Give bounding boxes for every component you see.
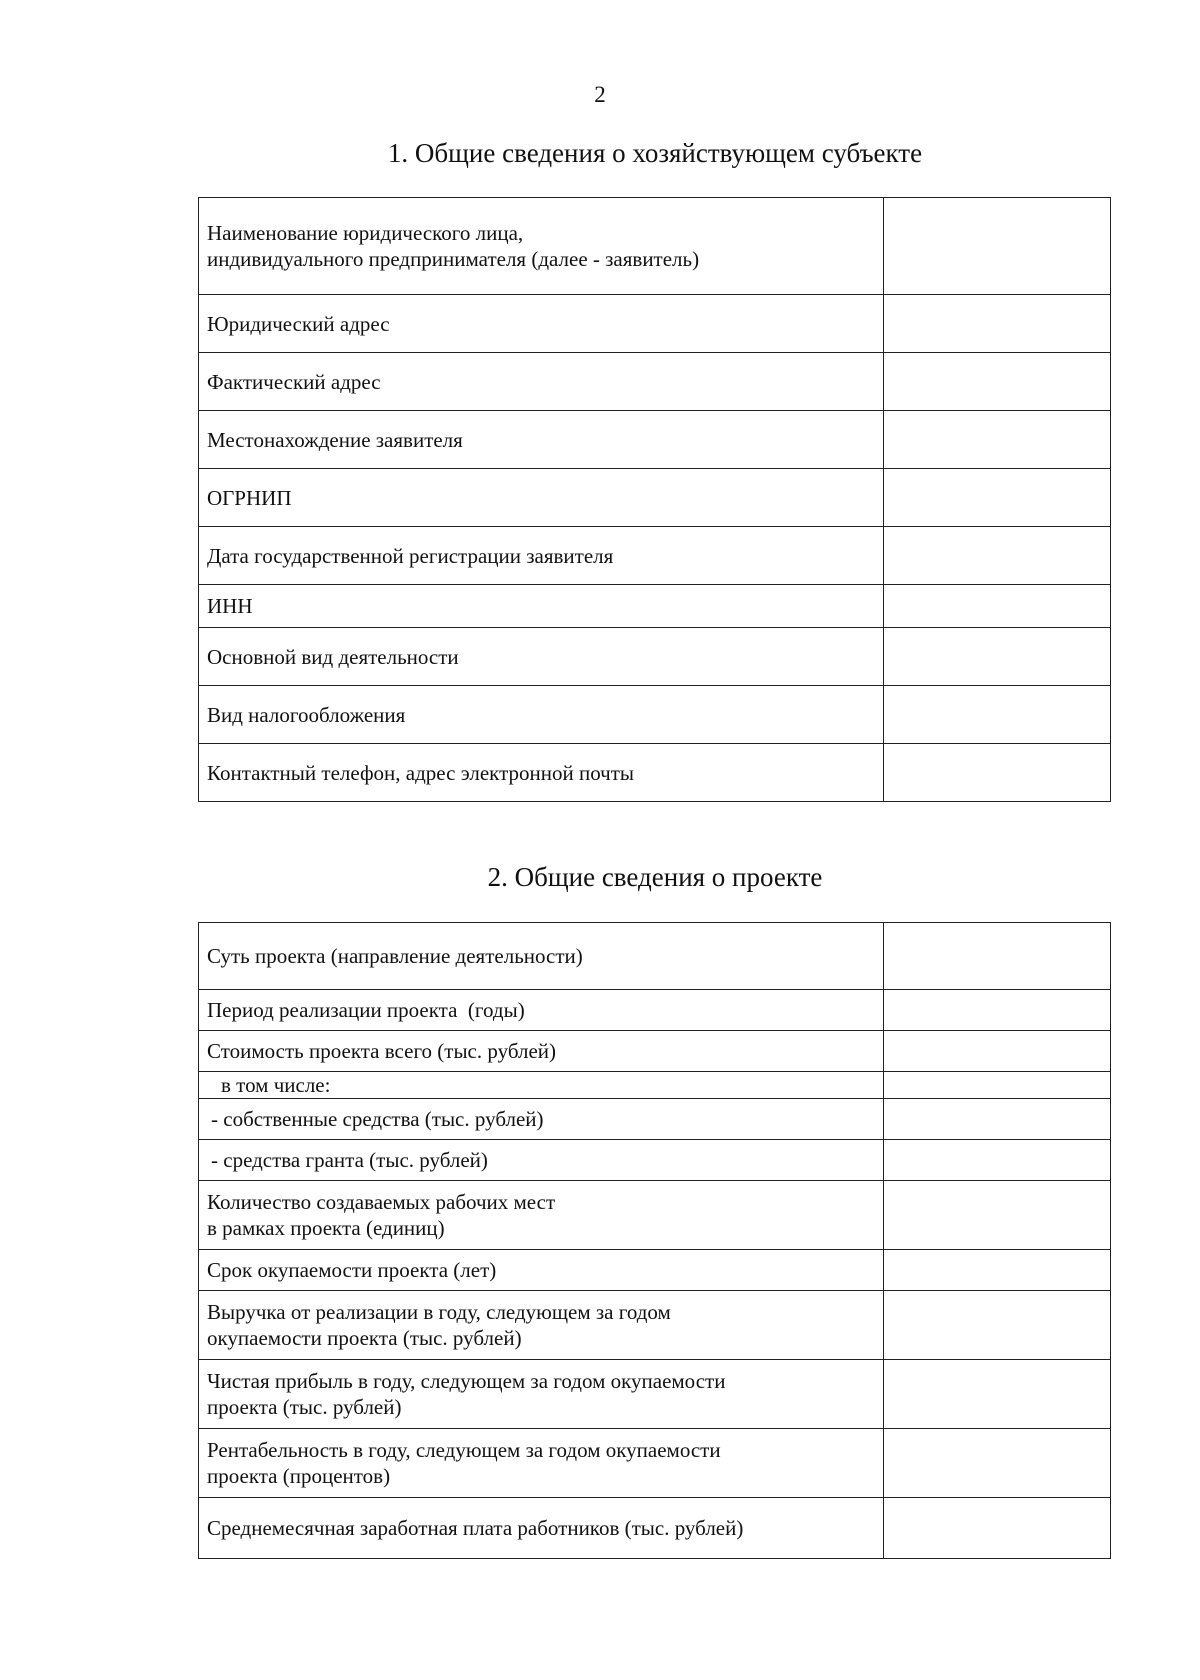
value-cell-taxation[interactable] [884,686,1111,744]
row-label-contacts: Контактный телефон, адрес электронной почты [199,744,884,802]
table-row [199,1360,1111,1429]
table-row [199,990,1111,1031]
value-cell-registration-date[interactable] [884,527,1111,585]
value-cell-new-jobs[interactable] [884,1181,1111,1250]
table-row [199,1140,1111,1181]
row-label-actual-address: Фактический адрес [199,353,884,411]
table-row [199,1291,1111,1360]
table-row [199,527,1111,585]
row-label-main-activity: Основной вид деятельности [199,628,884,686]
row-label-legal-address: Юридический адрес [199,295,884,353]
row-label-grant-funds: - средства гранта (тыс. рублей) [199,1140,884,1181]
row-label-payback-period: Срок окупаемости проекта (лет) [199,1250,884,1291]
value-cell-own-funds[interactable] [884,1099,1111,1140]
table-row [199,1099,1111,1140]
row-label-taxation: Вид налогообложения [199,686,884,744]
value-cell-legal-address[interactable] [884,295,1111,353]
table-row [199,585,1111,628]
table-row [199,353,1111,411]
value-cell-ogrnip[interactable] [884,469,1111,527]
table-row [199,923,1111,990]
value-cell-contacts[interactable] [884,744,1111,802]
table-row [199,628,1111,686]
table-row [199,469,1111,527]
row-label-applicant-name: Наименование юридического лица, индивидуального предпринимателя (далее - заявитель) [199,198,884,295]
table-row [199,295,1111,353]
table-row [199,686,1111,744]
page-number: 2 [594,82,606,107]
row-label-own-funds: - собственные средства (тыс. рублей) [199,1099,884,1140]
table-row [199,198,1111,295]
value-cell-main-activity[interactable] [884,628,1111,686]
row-label-location: Местонахождение заявителя [199,411,884,469]
row-label-average-salary: Среднемесячная заработная плата работников (тыс. рублей) [199,1498,884,1559]
table-row [199,1031,1111,1072]
value-cell-grant-funds[interactable] [884,1140,1111,1181]
row-label-implementation-period: Период реализации проекта (годы) [199,990,884,1031]
row-label-inn: ИНН [199,585,884,628]
value-cell-project-essence[interactable] [884,923,1111,990]
value-cell-including[interactable] [884,1072,1111,1099]
table-row [199,1498,1111,1559]
table-row [199,1181,1111,1250]
row-label-revenue: Выручка от реализации в году, следующем за годом окупаемости проекта (тыс. рублей) [199,1291,884,1360]
row-label-profitability: Рентабельность в году, следующем за годом окупаемости проекта (процентов) [199,1429,884,1498]
row-label-including: в том числе: [199,1072,884,1099]
section-2-heading: 2. Общие сведения о проекте [487,862,823,892]
table-row [199,1072,1111,1099]
row-label-new-jobs: Количество создаваемых рабочих мест в рамках проекта (единиц) [199,1181,884,1250]
value-cell-inn[interactable] [884,585,1111,628]
table-row [199,744,1111,802]
table-row [199,1429,1111,1498]
table-row [199,411,1111,469]
value-cell-implementation-period[interactable] [884,990,1111,1031]
row-label-net-profit: Чистая прибыль в году, следующем за годом окупаемости проекта (тыс. рублей) [199,1360,884,1429]
value-cell-actual-address[interactable] [884,353,1111,411]
value-cell-revenue[interactable] [884,1291,1111,1360]
row-label-project-essence: Суть проекта (направление деятельности) [199,923,884,990]
value-cell-location[interactable] [884,411,1111,469]
value-cell-payback-period[interactable] [884,1250,1111,1291]
value-cell-average-salary[interactable] [884,1498,1111,1559]
row-label-registration-date: Дата государственной регистрации заявителя [199,527,884,585]
applicant-info-table [198,197,1111,802]
value-cell-project-cost[interactable] [884,1031,1111,1072]
row-label-ogrnip: ОГРНИП [199,469,884,527]
table-row [199,1250,1111,1291]
value-cell-applicant-name[interactable] [884,198,1111,295]
section-1-heading: 1. Общие сведения о хозяйствующем субъекте [387,138,923,168]
row-label-project-cost: Стоимость проекта всего (тыс. рублей) [199,1031,884,1072]
value-cell-net-profit[interactable] [884,1360,1111,1429]
value-cell-profitability[interactable] [884,1429,1111,1498]
project-info-table [198,922,1111,1559]
